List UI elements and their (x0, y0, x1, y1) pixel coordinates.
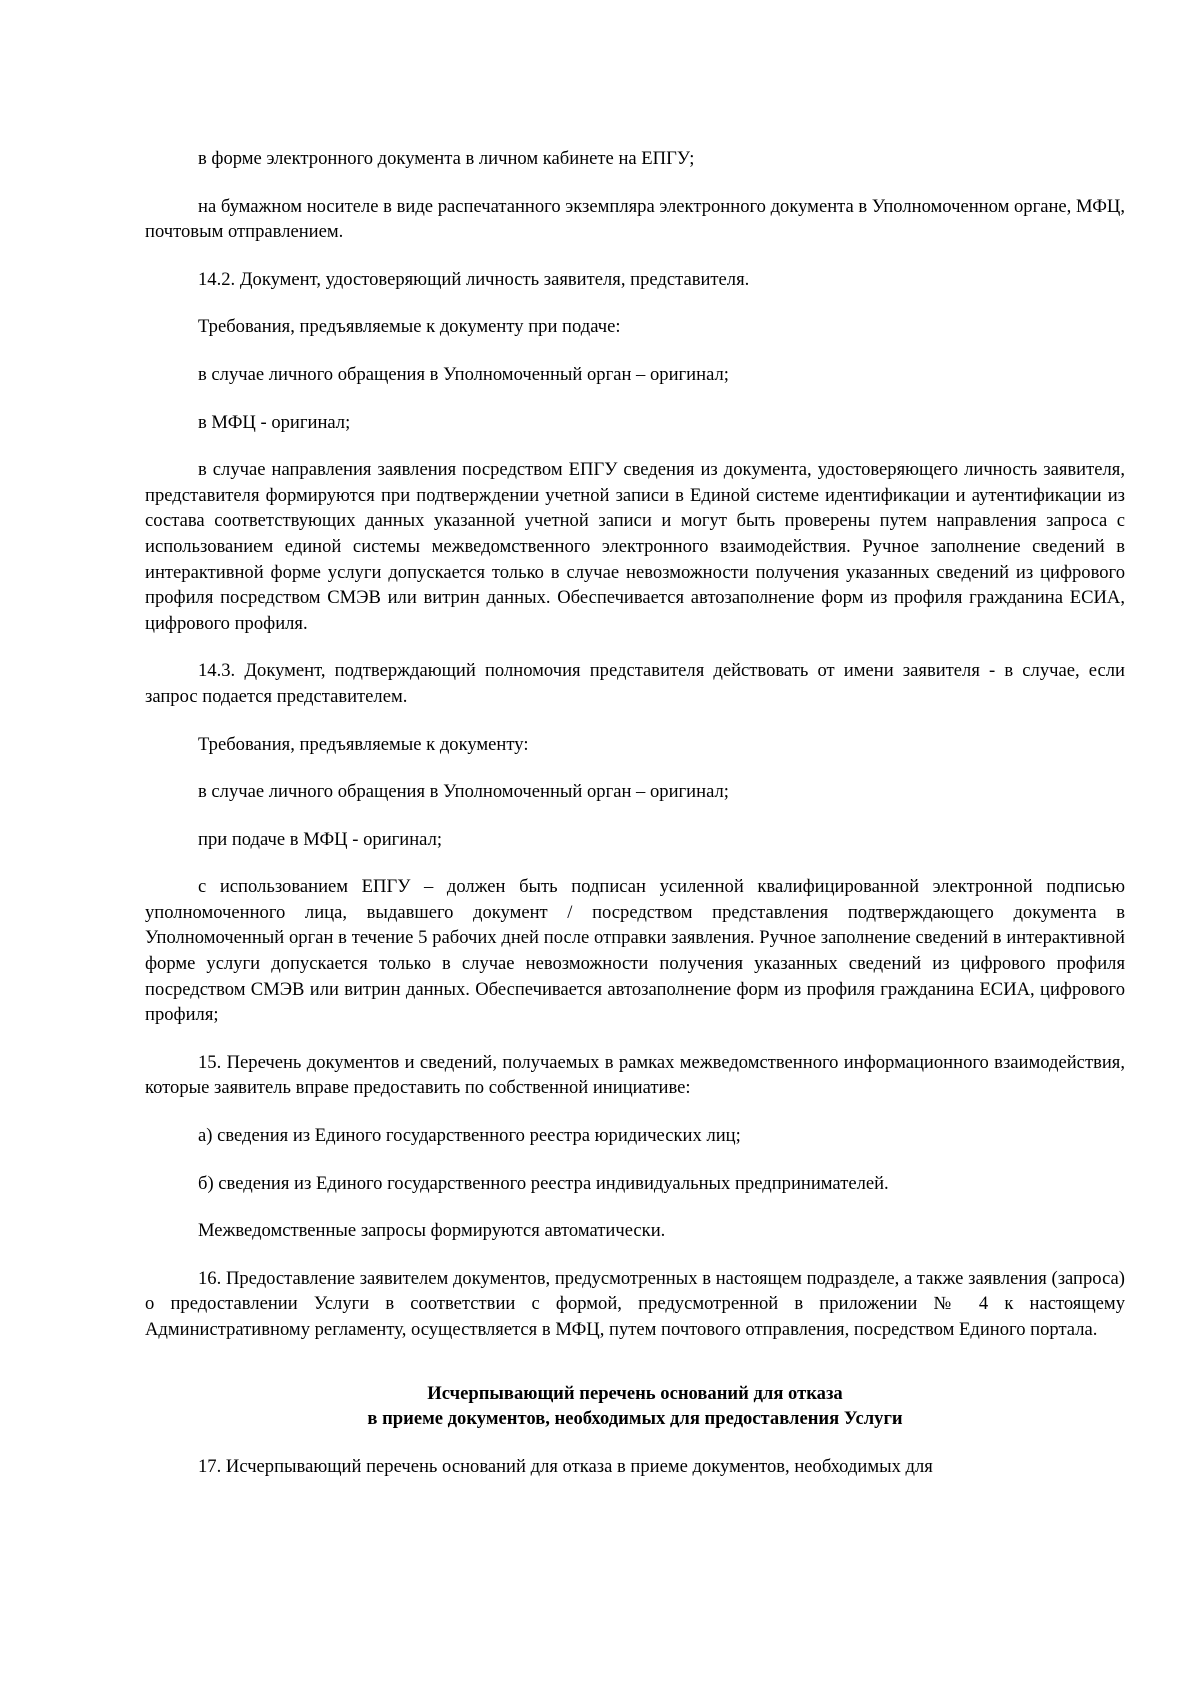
document-body (145, 146, 1125, 1479)
paragraph-15-a: а) сведения из Единого государственного реестра юридических лиц; (198, 1125, 741, 1147)
paragraph-personal-appeal-2: в случае личного обращения в Уполномоченный орган – оригинал; (198, 781, 729, 803)
paragraph-mfc-original: в МФЦ - оригинал; (198, 411, 351, 433)
section-heading (145, 1381, 1125, 1432)
paragraph-17: 17. Исчерпывающий перечень оснований для отказа в приеме документов, необходимых для (198, 1455, 933, 1477)
paragraph-interagency-requests: Межведомственные запросы формируются автоматически. (198, 1220, 666, 1242)
paragraph-15-b: б) сведения из Единого государственного реестра индивидуальных предпринимателей. (198, 1172, 889, 1194)
paragraph-paper-form: на бумажном носителе в виде распечатанного экземпляра электронного документа в Уполномоченном органе, МФЦ, почтовым отправлением. (145, 195, 1126, 243)
paragraph-epgu-identity: в случае направления заявления посредством ЕПГУ сведения из документа, удостоверяющего личность заявителя, представителя формируются при подтверждении учетной записи в Единой системе идентификации и аутентификации из состава соответствующих данных указанной учетной записи и могут быть проверены путем направления запроса с использованием единой системы межведомственного электронного взаимодействия. Ручное заполнение сведений в интерактивной форме услуги допускается только в случае невозможности получения указанных сведений из цифрового профиля посредством СМЭВ или витрин данных. Обеспечивается автозаполнение форм из профиля гражданина ЕСИА, цифрового профиля. (145, 459, 1125, 634)
paragraph-14-3: 14.3. Документ, подтверждающий полномочия представителя действовать от имени заявителя - в случае, если запрос подается представителем. (145, 660, 1125, 707)
section-heading-line-1: Исчерпывающий перечень оснований для отказа (427, 1382, 843, 1404)
paragraph-16: 16. Предоставление заявителем документов, предусмотренных в настоящем подразделе, а также заявления (запроса) о предоставлении Услуги в соответствии с формой, предусмотренной в приложении № 4 к настоящему Административному регламенту, осуществляется в МФЦ, путем почтового отправления, посредством Единого портала. (145, 1267, 1125, 1340)
paragraph-electronic-form: в форме электронного документа в личном кабинете на ЕПГУ; (198, 148, 695, 169)
paragraph-requirements-document: Требования, предъявляемые к документу: (198, 733, 529, 755)
paragraph-14-2: 14.2. Документ, удостоверяющий личность заявителя, представителя. (198, 268, 750, 290)
section-heading-line-2: в приеме документов, необходимых для предоставления Услуги (367, 1408, 903, 1430)
paragraph-requirements-submission: Требования, предъявляемые к документу при подаче: (198, 316, 621, 338)
paragraph-15: 15. Перечень документов и сведений, получаемых в рамках межведомственного информационного взаимодействия, которые заявитель вправе предоставить по собственной инициативе: (145, 1051, 1125, 1099)
paragraph-mfc-submission: при подаче в МФЦ - оригинал; (198, 828, 443, 850)
paragraph-epgu-signature: с использованием ЕПГУ – должен быть подписан усиленной квалифицированной электронной подписью уполномоченного лица, выдавшего документ / посредством представления подтверждающего документа в Уполномоченный орган в течение 5 рабочих дней после отправки заявления. Ручное заполнение сведений в интерактивной форме услуги допускается только в случае невозможности получения указанных сведений из цифрового профиля посредством СМЭВ или витрин данных. Обеспечивается автозаполнение форм из профиля гражданина ЕСИА, цифрового профиля; (145, 876, 1125, 1026)
paragraph-personal-appeal: в случае личного обращения в Уполномоченный орган – оригинал; (198, 363, 729, 385)
